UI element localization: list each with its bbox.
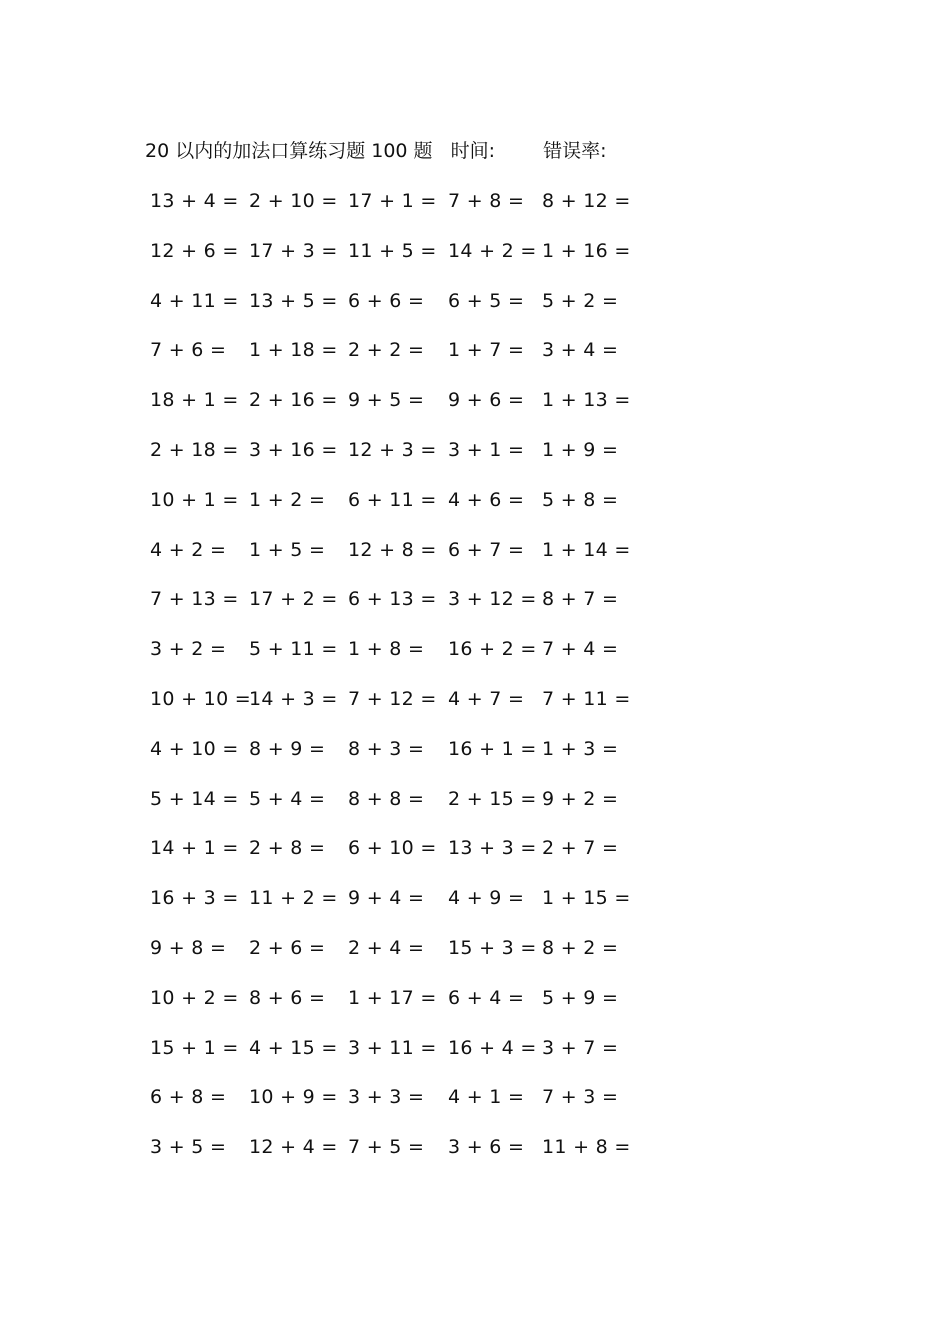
problem-item: 10 + 1 =	[150, 488, 239, 511]
problem-item: 6 + 11 =	[348, 488, 437, 511]
problem-row	[145, 535, 645, 585]
problem-item: 8 + 12 =	[542, 190, 631, 212]
problem-item: 7 + 8 =	[448, 190, 525, 212]
problem-item: 7 + 4 =	[542, 638, 619, 661]
problem-item: 10 + 10 =	[150, 687, 252, 710]
problem-item: 12 + 8 =	[348, 538, 437, 561]
problem-item: 1 + 18 =	[249, 339, 338, 362]
problem-item: 12 + 3 =	[348, 438, 437, 461]
problem-item: 4 + 1 =	[448, 1086, 525, 1109]
problem-item: 17 + 2 =	[249, 588, 338, 611]
problem-item: 10 + 2 =	[150, 986, 239, 1009]
problem-item: 3 + 5 =	[150, 1136, 227, 1159]
problem-item: 3 + 3 =	[348, 1086, 425, 1109]
problem-row	[145, 385, 645, 435]
problem-item: 16 + 2 =	[448, 638, 537, 661]
problem-item: 14 + 2 =	[448, 239, 537, 262]
problem-item: 4 + 2 =	[150, 538, 227, 561]
problem-row	[145, 983, 645, 1033]
problem-row	[145, 883, 645, 933]
error-rate-label: 错误率:	[543, 140, 607, 162]
problem-item: 2 + 2 =	[348, 339, 425, 362]
problem-item: 1 + 5 =	[249, 538, 326, 561]
worksheet-title: 20 以内的加法口算练习题 100 题	[145, 140, 433, 162]
problem-item: 1 + 17 =	[348, 986, 437, 1009]
time-label: 时间:	[450, 140, 496, 162]
problem-item: 3 + 11 =	[348, 1036, 437, 1059]
problem-item: 3 + 1 =	[448, 438, 525, 461]
problem-item: 11 + 2 =	[249, 887, 338, 910]
problem-item: 6 + 7 =	[448, 538, 525, 561]
problem-item: 10 + 9 =	[249, 1086, 338, 1109]
problem-item: 3 + 12 =	[448, 588, 537, 611]
problem-item: 4 + 6 =	[448, 488, 525, 511]
problem-row	[145, 1132, 645, 1182]
problem-item: 8 + 9 =	[249, 737, 326, 760]
problem-row	[145, 1033, 645, 1083]
problem-item: 8 + 2 =	[542, 936, 619, 959]
problem-item: 16 + 4 =	[448, 1036, 537, 1059]
problem-item: 3 + 16 =	[249, 438, 338, 461]
problem-item: 5 + 4 =	[249, 787, 326, 810]
problem-item: 4 + 11 =	[150, 289, 239, 312]
problem-item: 4 + 15 =	[249, 1036, 338, 1059]
problem-item: 5 + 2 =	[542, 289, 619, 312]
problem-item: 15 + 1 =	[150, 1036, 239, 1059]
problem-item: 1 + 7 =	[448, 339, 525, 362]
problem-item: 2 + 10 =	[249, 190, 338, 212]
problem-item: 8 + 3 =	[348, 737, 425, 760]
problem-item: 14 + 1 =	[150, 837, 239, 860]
problem-item: 16 + 1 =	[448, 737, 537, 760]
problem-item: 8 + 7 =	[542, 588, 619, 611]
problem-item: 9 + 4 =	[348, 887, 425, 910]
problem-item: 13 + 4 =	[150, 190, 239, 212]
problem-item: 6 + 6 =	[348, 289, 425, 312]
problem-item: 1 + 3 =	[542, 737, 619, 760]
problem-row	[145, 186, 645, 236]
problem-item: 5 + 14 =	[150, 787, 239, 810]
problem-row	[145, 1082, 645, 1132]
problem-item: 4 + 7 =	[448, 687, 525, 710]
problem-item: 7 + 13 =	[150, 588, 239, 611]
problem-item: 1 + 15 =	[542, 887, 631, 910]
problem-item: 13 + 3 =	[448, 837, 537, 860]
problem-item: 6 + 5 =	[448, 289, 525, 312]
problem-row	[145, 335, 645, 385]
problem-item: 7 + 3 =	[542, 1086, 619, 1109]
problem-item: 17 + 1 =	[348, 190, 437, 212]
problem-item: 2 + 4 =	[348, 936, 425, 959]
problem-item: 1 + 2 =	[249, 488, 326, 511]
problem-row	[145, 236, 645, 286]
problem-row	[145, 734, 645, 784]
problem-item: 14 + 3 =	[249, 687, 338, 710]
problem-item: 7 + 6 =	[150, 339, 227, 362]
problem-grid	[145, 186, 645, 1182]
problem-item: 2 + 6 =	[249, 936, 326, 959]
problem-item: 7 + 11 =	[542, 687, 631, 710]
problem-item: 9 + 8 =	[150, 936, 227, 959]
problem-item: 7 + 5 =	[348, 1136, 425, 1159]
problem-item: 1 + 9 =	[542, 438, 619, 461]
problem-item: 6 + 8 =	[150, 1086, 227, 1109]
problem-row	[145, 435, 645, 485]
problem-item: 7 + 12 =	[348, 687, 437, 710]
problem-row	[145, 833, 645, 883]
problem-item: 16 + 3 =	[150, 887, 239, 910]
problem-item: 2 + 8 =	[249, 837, 326, 860]
problem-item: 3 + 6 =	[448, 1136, 525, 1159]
problem-item: 2 + 18 =	[150, 438, 239, 461]
problem-item: 5 + 11 =	[249, 638, 338, 661]
problem-row	[145, 684, 645, 734]
problem-item: 6 + 13 =	[348, 588, 437, 611]
problem-item: 6 + 4 =	[448, 986, 525, 1009]
worksheet-header	[145, 137, 606, 165]
problem-item: 3 + 4 =	[542, 339, 619, 362]
problem-row	[145, 784, 645, 834]
problem-item: 9 + 2 =	[542, 787, 619, 810]
problem-item: 8 + 6 =	[249, 986, 326, 1009]
problem-item: 1 + 13 =	[542, 389, 631, 412]
problem-item: 13 + 5 =	[249, 289, 338, 312]
problem-item: 3 + 7 =	[542, 1036, 619, 1059]
problem-item: 17 + 3 =	[249, 239, 338, 262]
problem-item: 11 + 8 =	[542, 1136, 631, 1159]
problem-item: 15 + 3 =	[448, 936, 537, 959]
problem-item: 5 + 8 =	[542, 488, 619, 511]
problem-item: 2 + 7 =	[542, 837, 619, 860]
problem-item: 12 + 4 =	[249, 1136, 338, 1159]
problem-row	[145, 485, 645, 535]
problem-item: 6 + 10 =	[348, 837, 437, 860]
problem-item: 18 + 1 =	[150, 389, 239, 412]
problem-item: 9 + 6 =	[448, 389, 525, 412]
problem-row	[145, 634, 645, 684]
problem-item: 12 + 6 =	[150, 239, 239, 262]
problem-item: 4 + 9 =	[448, 887, 525, 910]
problem-row	[145, 584, 645, 634]
problem-item: 2 + 16 =	[249, 389, 338, 412]
problem-item: 11 + 5 =	[348, 239, 437, 262]
problem-item: 2 + 15 =	[448, 787, 537, 810]
problem-item: 4 + 10 =	[150, 737, 239, 760]
problem-item: 1 + 8 =	[348, 638, 425, 661]
problem-item: 8 + 8 =	[348, 787, 425, 810]
problem-row	[145, 933, 645, 983]
problem-item: 5 + 9 =	[542, 986, 619, 1009]
problem-row	[145, 286, 645, 336]
problem-item: 1 + 16 =	[542, 239, 631, 262]
problem-item: 9 + 5 =	[348, 389, 425, 412]
problem-item: 3 + 2 =	[150, 638, 227, 661]
problem-item: 1 + 14 =	[542, 538, 631, 561]
